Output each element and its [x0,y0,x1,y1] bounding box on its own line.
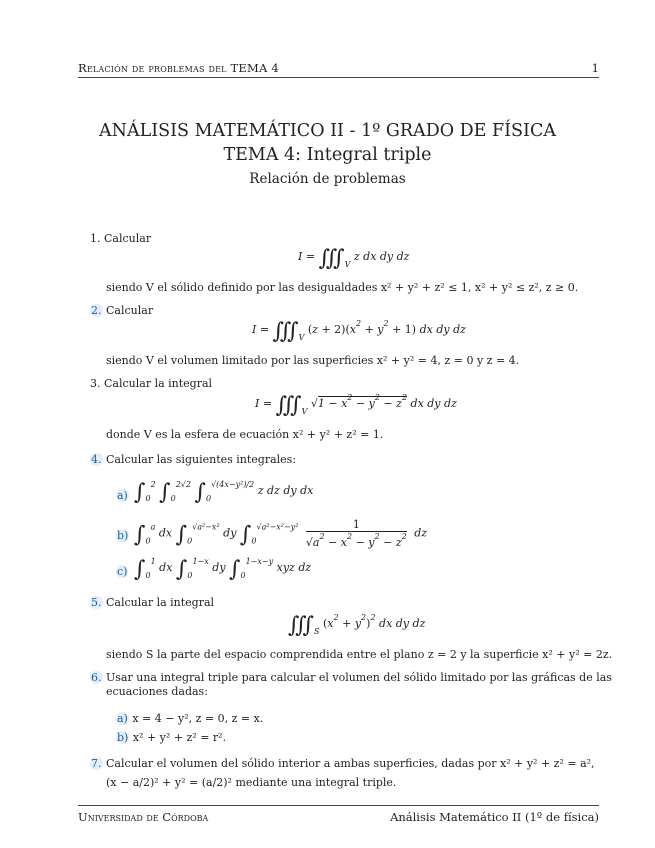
problem-4-label [90,453,296,467]
problem-6-label-cont: ecuaciones dadas: [106,685,208,698]
problem-6b-mark: b) [117,731,129,744]
problem-4b-equation: $\int_0^a$ dx $\int_0^{√a^2-x^2}$ dy $\int_0^{√a^2-x^2-y^2}$ $\frac{1}{√a^2 - x^2 - y^2 - z^2}$ dz [134,518,428,549]
problem-7-text: Calcular el volumen del sólido interior a ambas superficies, dadas por x² + y² + z² = a², [106,757,595,770]
problem-4c-equation: $\int_0^1$ dx $\int_0^{1-x}$ dy $\int_0^{1-x-y}$ xyz dz [134,557,312,582]
problem-4-number: 4. [91,453,102,466]
problem-4a-mark: a) [117,489,128,502]
problem-5-number: 5. [91,596,102,609]
problem-6b [116,731,226,744]
problem-6-number: 6. [91,671,102,684]
problem-4b-mark: b) [117,529,129,542]
problem-2-number: 2. [91,304,102,317]
problem-1-after: siendo V el sólido definido por las desigualdades x² + y² + z² ≤ 1, x² + y² ≤ z², z ≥ 0. [106,281,579,294]
problem-4c-mark: c) [117,565,128,578]
problem-5-label [90,596,214,610]
problem-6a-mark: a) [117,712,128,725]
problem-1-number: 1. [90,232,101,245]
problem-1-label [90,232,151,246]
problem-3-text: Calcular la integral [104,377,213,390]
problem-3-after: donde V es la esfera de ecuación x² + y² + z² = 1. [106,428,384,441]
page-number: 1 [591,61,599,75]
problem-2-equation: $I = ∭_V$ $(z + 2)(x^2 + y^2 + 1)$ dx dy dz [252,319,466,344]
problem-6-text: Usar una integral triple para calcular el volumen del sólido limitado por las gráficas de las [106,671,612,684]
problem-5-text: Calcular la integral [106,596,215,609]
problem-6-label [90,671,612,685]
problem-7-number: 7. [91,757,102,770]
document-title: ANÁLISIS MATEMÁTICO II - 1º GRADO DE FÍSICA [99,121,556,141]
problem-3-label [90,377,212,391]
problem-6a-text: x = 4 − y², z = 0, z = x. [132,712,264,725]
document-section: Relación de problemas [249,171,406,187]
problem-7-label-cont: (x − a/2)² + y² = (a/2)² mediante una integral triple. [106,776,397,789]
problem-6b-text: x² + y² + z² = r². [132,731,227,744]
footer-course: Análisis Matemático II (1º de física) [390,810,599,824]
problem-7-label [90,757,595,771]
problem-4-text: Calcular las siguientes integrales: [106,453,297,466]
document-subtitle: TEMA 4: Integral triple [223,145,432,165]
problem-5-equation: $∭_S$ $(x^2 + y^2)^2$ dx dy dz [288,613,426,638]
problem-3-number: 3. [90,377,101,390]
problem-1-text: Calcular [104,232,152,245]
problem-6a [116,712,263,725]
problem-2-text: Calcular [106,304,154,317]
problem-5-after: siendo S la parte del espacio comprendida entre el plano z = 2 y la superficie x² + y² = 2z. [106,648,613,661]
problem-4a-equation: $\int_0^2$ $\int_0^{2√2}$ $\int_0^{√(4x-y^2)/2}$ z dz dy dx [134,480,314,505]
footer-university: Universidad de Córdoba [78,810,209,824]
problem-1-equation: $I = ∭_V$ z dx dy dz [298,246,410,271]
problem-3-equation: $I = ∭_V$ $√1 - x^2 - y^2 - z^2$ dx dy dz [255,393,457,418]
header-title: Relación de problemas del TEMA 4 [78,61,279,75]
problem-2-label [90,304,153,318]
footer-rule [78,805,599,806]
header-rule [78,77,599,78]
problem-2-after: siendo V el volumen limitado por las superficies x² + y² = 4, z = 0 y z = 4. [106,354,520,367]
